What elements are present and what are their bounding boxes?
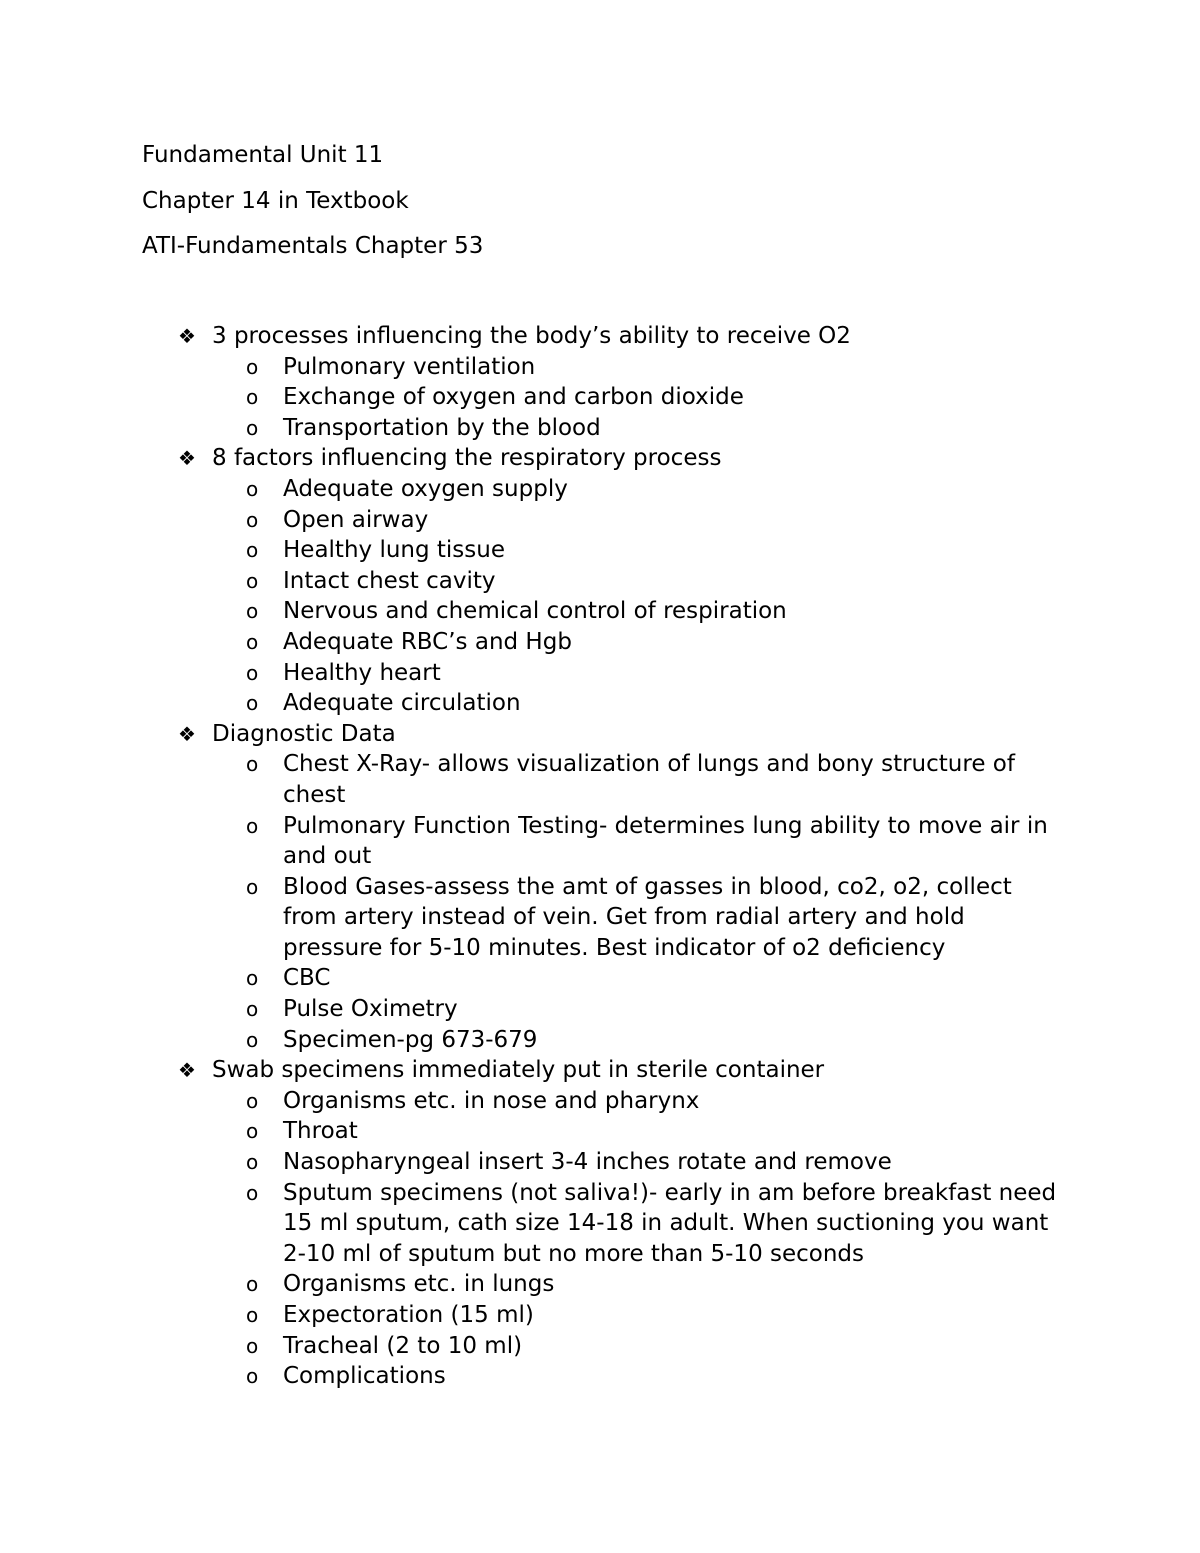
- section-title: 3 processes influencing the body’s ability to receive O2: [212, 323, 851, 349]
- sub-list: [178, 1086, 1058, 1392]
- circle-bullet-icon: o: [246, 1027, 259, 1052]
- list-item: o Blood Gases-assess the amt of gasses in blood, co2, o2, collect from artery instead of vein. Get from radial artery and hold pressure for 5-10 minutes. Best indicator of o2 deficiency: [246, 873, 1012, 961]
- circle-bullet-icon: o: [246, 385, 259, 410]
- list-item: o Nasopharyngeal insert 3-4 inches rotate and remove: [246, 1147, 1058, 1178]
- list-item: o Adequate oxygen supply: [246, 474, 1058, 505]
- section-title: Swab specimens immediately put in sterile container: [212, 1057, 825, 1084]
- circle-bullet-icon: o: [246, 1180, 259, 1205]
- document-header: [142, 139, 483, 276]
- circle-bullet-icon: o: [246, 599, 259, 624]
- list-item: o Adequate RBC’s and Hgb: [246, 627, 1058, 658]
- circle-bullet-icon: o: [246, 966, 259, 991]
- section-processes: [178, 321, 1058, 443]
- circle-bullet-icon: o: [246, 1333, 259, 1358]
- circle-bullet-icon: o: [246, 1303, 259, 1327]
- circle-bullet-icon: o: [246, 476, 259, 501]
- diamond-bullet-icon: ❖: [178, 324, 196, 348]
- circle-bullet-icon: o: [246, 1088, 259, 1113]
- circle-bullet-icon: o: [246, 629, 259, 654]
- circle-bullet-icon: o: [246, 660, 259, 685]
- diamond-bullet-icon: ❖: [178, 446, 196, 471]
- diamond-bullet-icon: ❖: [178, 1058, 196, 1083]
- list-item: o Complications: [246, 1361, 1058, 1392]
- list-item: o CBC: [246, 963, 1058, 994]
- section-factors: [178, 443, 1058, 718]
- list-item: o Tracheal (2 to 10 ml): [246, 1331, 1058, 1362]
- section-swab-specimens: [178, 1055, 1058, 1392]
- circle-bullet-icon: o: [246, 752, 259, 777]
- list-item: o Specimen-pg 673-679: [246, 1025, 1058, 1056]
- circle-bullet-icon: o: [246, 354, 259, 379]
- section-title: Diagnostic Data: [212, 720, 396, 747]
- circle-bullet-icon: o: [246, 813, 259, 838]
- list-item: o Exchange of oxygen and carbon dioxide: [246, 382, 1058, 413]
- notes-outline: [178, 321, 1058, 1392]
- sub-list: [178, 352, 1058, 444]
- ati-chapter: ATI-Fundamentals Chapter 53: [142, 233, 484, 259]
- circle-bullet-icon: o: [246, 691, 259, 716]
- list-item: o Pulse Oximetry: [246, 994, 1058, 1025]
- list-item: o Throat: [246, 1116, 1058, 1147]
- list-item: o Organisms etc. in lungs: [246, 1269, 1058, 1300]
- list-item: o Pulmonary Function Testing- determines lung ability to move air in and out: [246, 812, 1048, 870]
- list-item: o Nervous and chemical control of respiration: [246, 596, 1058, 627]
- circle-bullet-icon: o: [246, 997, 259, 1022]
- sub-list: [178, 749, 1058, 1055]
- section-title: 8 factors influencing the respiratory process: [212, 445, 722, 472]
- circle-bullet-icon: o: [246, 874, 259, 899]
- diamond-bullet-icon: ❖: [178, 721, 196, 746]
- circle-bullet-icon: o: [246, 1150, 259, 1175]
- circle-bullet-icon: o: [246, 1119, 259, 1144]
- circle-bullet-icon: o: [246, 1272, 259, 1297]
- list-item: o Pulmonary ventilation: [246, 352, 1058, 383]
- list-item: o Sputum specimens (not saliva!)- early in am before breakfast need 15 ml sputum, cath size 14-18 in adult. When suctioning you want 2-10 ml of sputum but no more than 5-10 seconds: [246, 1179, 1057, 1267]
- textbook-chapter: Chapter 14 in Textbook: [142, 187, 409, 214]
- circle-bullet-icon: o: [246, 538, 259, 563]
- list-item: o Healthy lung tissue: [246, 535, 1058, 566]
- section-diagnostic-data: [178, 719, 1058, 1056]
- list-item: o Open airway: [246, 505, 1058, 536]
- circle-bullet-icon: o: [246, 1364, 259, 1389]
- list-item: o Chest X-Ray- allows visualization of lungs and bony structure of chest: [246, 751, 1015, 808]
- circle-bullet-icon: o: [246, 507, 259, 532]
- circle-bullet-icon: o: [246, 568, 259, 593]
- circle-bullet-icon: o: [246, 415, 259, 440]
- sub-list: [178, 474, 1058, 719]
- list-item: o Intact chest cavity: [246, 566, 1058, 597]
- list-item: o Transportation by the blood: [246, 413, 1058, 444]
- unit-title: Fundamental Unit 11: [142, 142, 384, 168]
- list-item: o Expectoration (15 ml): [246, 1300, 1058, 1331]
- list-item: o Healthy heart: [246, 658, 1058, 689]
- list-item: o Organisms etc. in nose and pharynx: [246, 1086, 1058, 1117]
- list-item: o Adequate circulation: [246, 688, 1058, 719]
